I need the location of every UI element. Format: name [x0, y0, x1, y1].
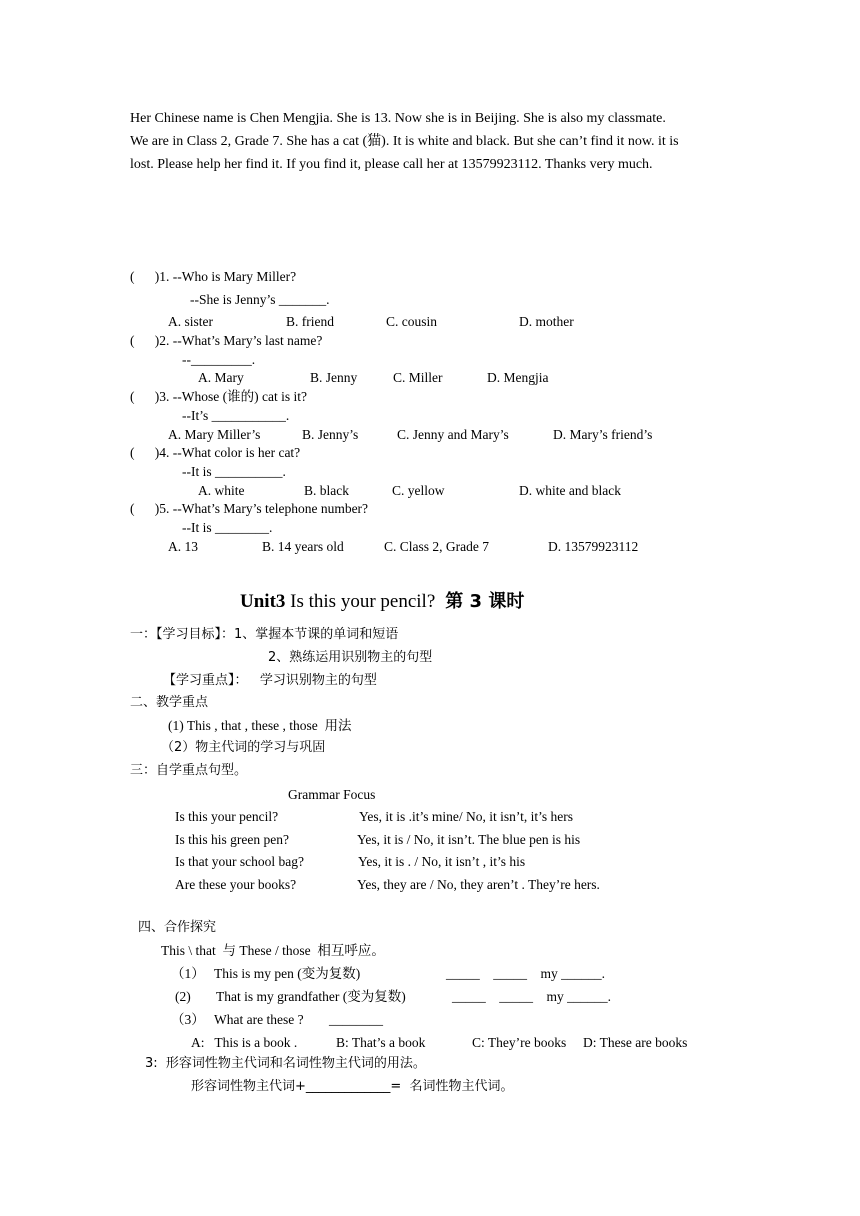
exercise-3-option-c: C: They’re books: [472, 1035, 567, 1050]
passage-line-3: lost. Please help her find it. If you find it, please call her at 13579923112. Thanks very much.: [130, 157, 653, 172]
section-2-item-2: （2）物主代词的学习与巩固: [161, 740, 326, 755]
exercise-3-option-d: D: These are books: [583, 1035, 688, 1050]
question-4-option-b: B. black: [304, 483, 349, 498]
section-1-objective-2: 2、熟练运用识别物主的句型: [268, 650, 433, 665]
section-2-heading: 二、教学重点: [130, 695, 209, 710]
question-4-option-a: A. white: [198, 483, 245, 498]
grammar-question-4: Are these your books?: [175, 877, 297, 892]
question-5-option-b: B. 14 years old: [262, 539, 344, 554]
exercise-3-option-b: B: That’s a book: [336, 1035, 426, 1050]
lesson-title-text: Is this your pencil?: [285, 591, 436, 612]
question-1-option-d: D. mother: [519, 314, 574, 329]
lesson-title-cn: 第 3 课时: [445, 591, 525, 612]
exercise-3-text: What are these ?: [214, 1012, 304, 1027]
exercise-3-number: （3）: [171, 1012, 205, 1027]
section-5-heading: 3: 形容词性物主代词和名词性物主代词的用法。: [145, 1056, 426, 1071]
question-5-option-d: D. 13579923112: [548, 539, 639, 554]
question-3-option-d: D. Mary’s friend’s: [553, 427, 653, 442]
exercise-2-text: That is my grandfather (变为复数): [216, 989, 406, 1004]
exercise-3-blank: ________: [329, 1012, 383, 1027]
question-3-option-a: A. Mary Miller’s: [168, 427, 261, 442]
question-3-option-c: C. Jenny and Mary’s: [397, 427, 509, 442]
exercise-1-text: This is my pen (变为复数): [214, 966, 361, 981]
grammar-answer-1: Yes, it is .it’s mine/ No, it isn’t, it’s hers: [359, 809, 574, 824]
exercise-2-number: (2): [175, 989, 191, 1004]
question-2-option-b: B. Jenny: [310, 370, 358, 385]
question-5: ( )5. --What’s Mary’s telephone number?: [130, 501, 369, 516]
exercise-2-blanks: _____ _____ my ______.: [452, 989, 612, 1004]
section-2-item-1: (1) This , that , these , those 用法: [168, 718, 352, 733]
section-4-heading: 四、合作探究: [138, 920, 217, 935]
grammar-question-3: Is that your school bag?: [175, 854, 304, 869]
section-4-intro: This \ that 与 These / those 相互呼应。: [161, 943, 385, 958]
section-3-heading: 三：自学重点句型。: [130, 763, 248, 778]
exercise-1-blanks: _____ _____ my ______.: [446, 966, 606, 981]
question-4-option-c: C. yellow: [392, 483, 445, 498]
question-2: ( )2. --What’s Mary’s last name?: [130, 333, 323, 348]
question-2-option-c: C. Miller: [393, 370, 443, 385]
question-1-option-a: A. sister: [168, 314, 213, 329]
question-5-answer-line: --It is ________.: [182, 520, 273, 535]
question-1-option-b: B. friend: [286, 314, 334, 329]
question-4-answer-line: --It is __________.: [182, 464, 286, 479]
question-3-answer-line: --It’s ___________.: [182, 408, 290, 423]
passage-line-1: Her Chinese name is Chen Mengjia. She is 13. Now she is in Beijing. She is also my classmate.: [130, 111, 666, 126]
grammar-answer-3: Yes, it is . / No, it isn’t , it’s his: [358, 854, 526, 869]
section-1-key-points: 【学习重点】： 学习识别物主的句型: [163, 673, 377, 688]
question-1: ( )1. --Who is Mary Miller?: [130, 269, 297, 284]
question-2-answer-line: --_________.: [182, 352, 256, 367]
question-5-option-c: C. Class 2, Grade 7: [384, 539, 489, 554]
passage-line-2: We are in Class 2, Grade 7. She has a cat (猫). It is white and black. But she can’t find it now. it is: [130, 134, 679, 149]
question-2-option-d: D. Mengjia: [487, 370, 549, 385]
section-5-formula: 形容词性物主代词+_____________= 名词性物主代词。: [191, 1079, 514, 1094]
question-1-option-c: C. cousin: [386, 314, 438, 329]
question-5-option-a: A. 13: [168, 539, 198, 554]
grammar-question-1: Is this your pencil?: [175, 809, 279, 824]
question-1-answer-line: --She is Jenny’s _______.: [190, 292, 330, 307]
question-4: ( )4. --What color is her cat?: [130, 445, 301, 460]
grammar-question-2: Is this his green pen?: [175, 832, 289, 847]
lesson-title-unit: Unit3: [240, 591, 286, 612]
grammar-answer-4: Yes, they are / No, they aren’t . They’re hers.: [357, 877, 600, 892]
exercise-1-number: （1）: [171, 966, 205, 981]
grammar-answer-2: Yes, it is / No, it isn’t. The blue pen is his: [357, 832, 581, 847]
question-3-option-b: B. Jenny’s: [302, 427, 359, 442]
question-4-option-d: D. white and black: [519, 483, 621, 498]
grammar-focus-heading: Grammar Focus: [288, 787, 376, 802]
lesson-title: [240, 592, 524, 611]
exercise-3-option-a: A: This is a book .: [191, 1035, 298, 1050]
section-1-objectives: 一：【学习目标】：1、掌握本节课的单词和短语: [130, 627, 399, 642]
question-3: ( )3. --Whose (谁的) cat is it?: [130, 389, 307, 404]
question-2-option-a: A. Mary: [198, 370, 244, 385]
